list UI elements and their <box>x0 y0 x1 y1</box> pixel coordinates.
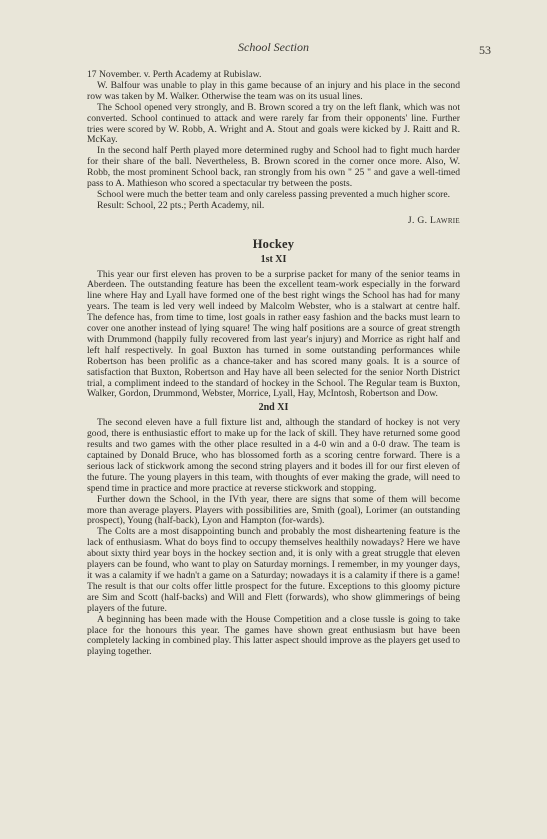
section-heading-hockey: Hockey <box>252 236 295 251</box>
paragraph: A beginning has been made with the House Competition and a close tussle is going to take place for the honours this year. The games have shown great enthusiasm but have been completely lacking in combined play. This latter aspect should improve as the players get used to playing together. <box>87 613 460 658</box>
paragraph: The second eleven have a full fixture list and, although the standard of hockey is not very good, there is enthusiastic effort to make up for the lack of skill. They have returned some good results and two games with the other place resulted in a 4-0 win and a 0-0 draw. The team is captained by Donald Bruce, who has blossomed forth as a scoring centre forward. There is a serious lack of stickwork among the second string players and it bodes ill for our first eleven of the future. The young players in this team, with thoughts of ever making the grade, will need to spend time in practice and more practice at reverse stickwork and stopping. <box>87 417 460 494</box>
paragraph: The Colts are a most disappointing bunch and probably the most disheartening feature is the lack of enthusiasm. What do boys find to occupy themselves healthily nowadays? Here we have about sixty third year boys in the hockey section and, it is only with a great struggle that eleven players can be found, who want to play on Saturday mornings. I remember, in my younger days, it was a calamity if we hadn't a game on a Saturday; nowadays it is a calamity if there is a game! The result is that our colts offer little prospect for the future. Exceptions to this gloomy picture are Sim and Scott (half-backs) and Will and Flett (forwards), who show glimmerings of being players of the future. <box>87 526 460 614</box>
result-line: Result: School, 22 pts.; Perth Academy, nil. <box>97 199 265 211</box>
body-text <box>87 70 460 658</box>
paragraph: Further down the School, in the IVth year, there are signs that some of them will become more than average players. Players with possibilities are, Smith (goal), Lorimer (an outstanding prospect), Young (half-back), Lyon and Hampton (for-wards). <box>87 493 460 527</box>
match-line: 17 November. v. Perth Academy at Rubislaw. <box>87 69 262 80</box>
paragraph: School were much the better team and only careless passing prevented a much higher score. <box>97 188 450 200</box>
paragraph: W. Balfour was unable to play in this game because of an injury and his place in the second row was taken by M. Walker. Otherwise the team was on its usual lines. <box>87 79 460 102</box>
paragraph: The School opened very strongly, and B. Brown scored a try on the left flank, which was not converted. School continued to attack and were rarely far from their opponents' line. Further tries were scored by W. Robb, A. Wright and A. Stout and goals were kicked by J. Raitt and R. McKay. <box>87 101 460 146</box>
subheading-2nd-xi: 2nd XI <box>258 402 289 414</box>
running-head: School Section <box>238 40 309 54</box>
signature: J. G. Lawrie <box>407 214 460 226</box>
subheading-1st-xi: 1st XI <box>260 253 287 265</box>
page-number: 53 <box>479 43 491 57</box>
paragraph: In the second half Perth played more determined rugby and School had to fight much harder for their share of the ball. Nevertheless, B. Brown scored in the corner once more. Also, W. Robb, the most prominent School back, ran strongly from his own " 25 " and gave a well-timed pass to A. Mathieson who scored a spectacular try between the posts. <box>87 145 460 190</box>
paragraph: This year our first eleven has proven to be a surprise packet for many of the senior teams in Aberdeen. The outstanding feature has been the excellent team-work especially in the forward line where Hay and Lyall have formed one of the best right wings the School has had for many years. The team is led very well indeed by Malcolm Webster, who is a stalwart at centre half. The defence has, from time to time, lost goals in rather easy fashion and the backs must learn to cover one another instead of lying square! The wing half positions are a source of great strength with Drummond (happily fully recovered from last year's injury) and Morrice as right half and left half respectively. In goal Buxton has turned in some outstanding performances while Robertson has been prolific as a chance-taker and has scored many goals. It is a source of satisfaction that Buxton, Robertson and Hay have all been selected for the senior North District trial, a compliment indeed to the standard of hockey in the School. The Regular team is Buxton, Walker, Gordon, Drummond, Webster, Morrice, Lyall, Hay, McIntosh, Robertson and Dow. <box>87 268 460 400</box>
